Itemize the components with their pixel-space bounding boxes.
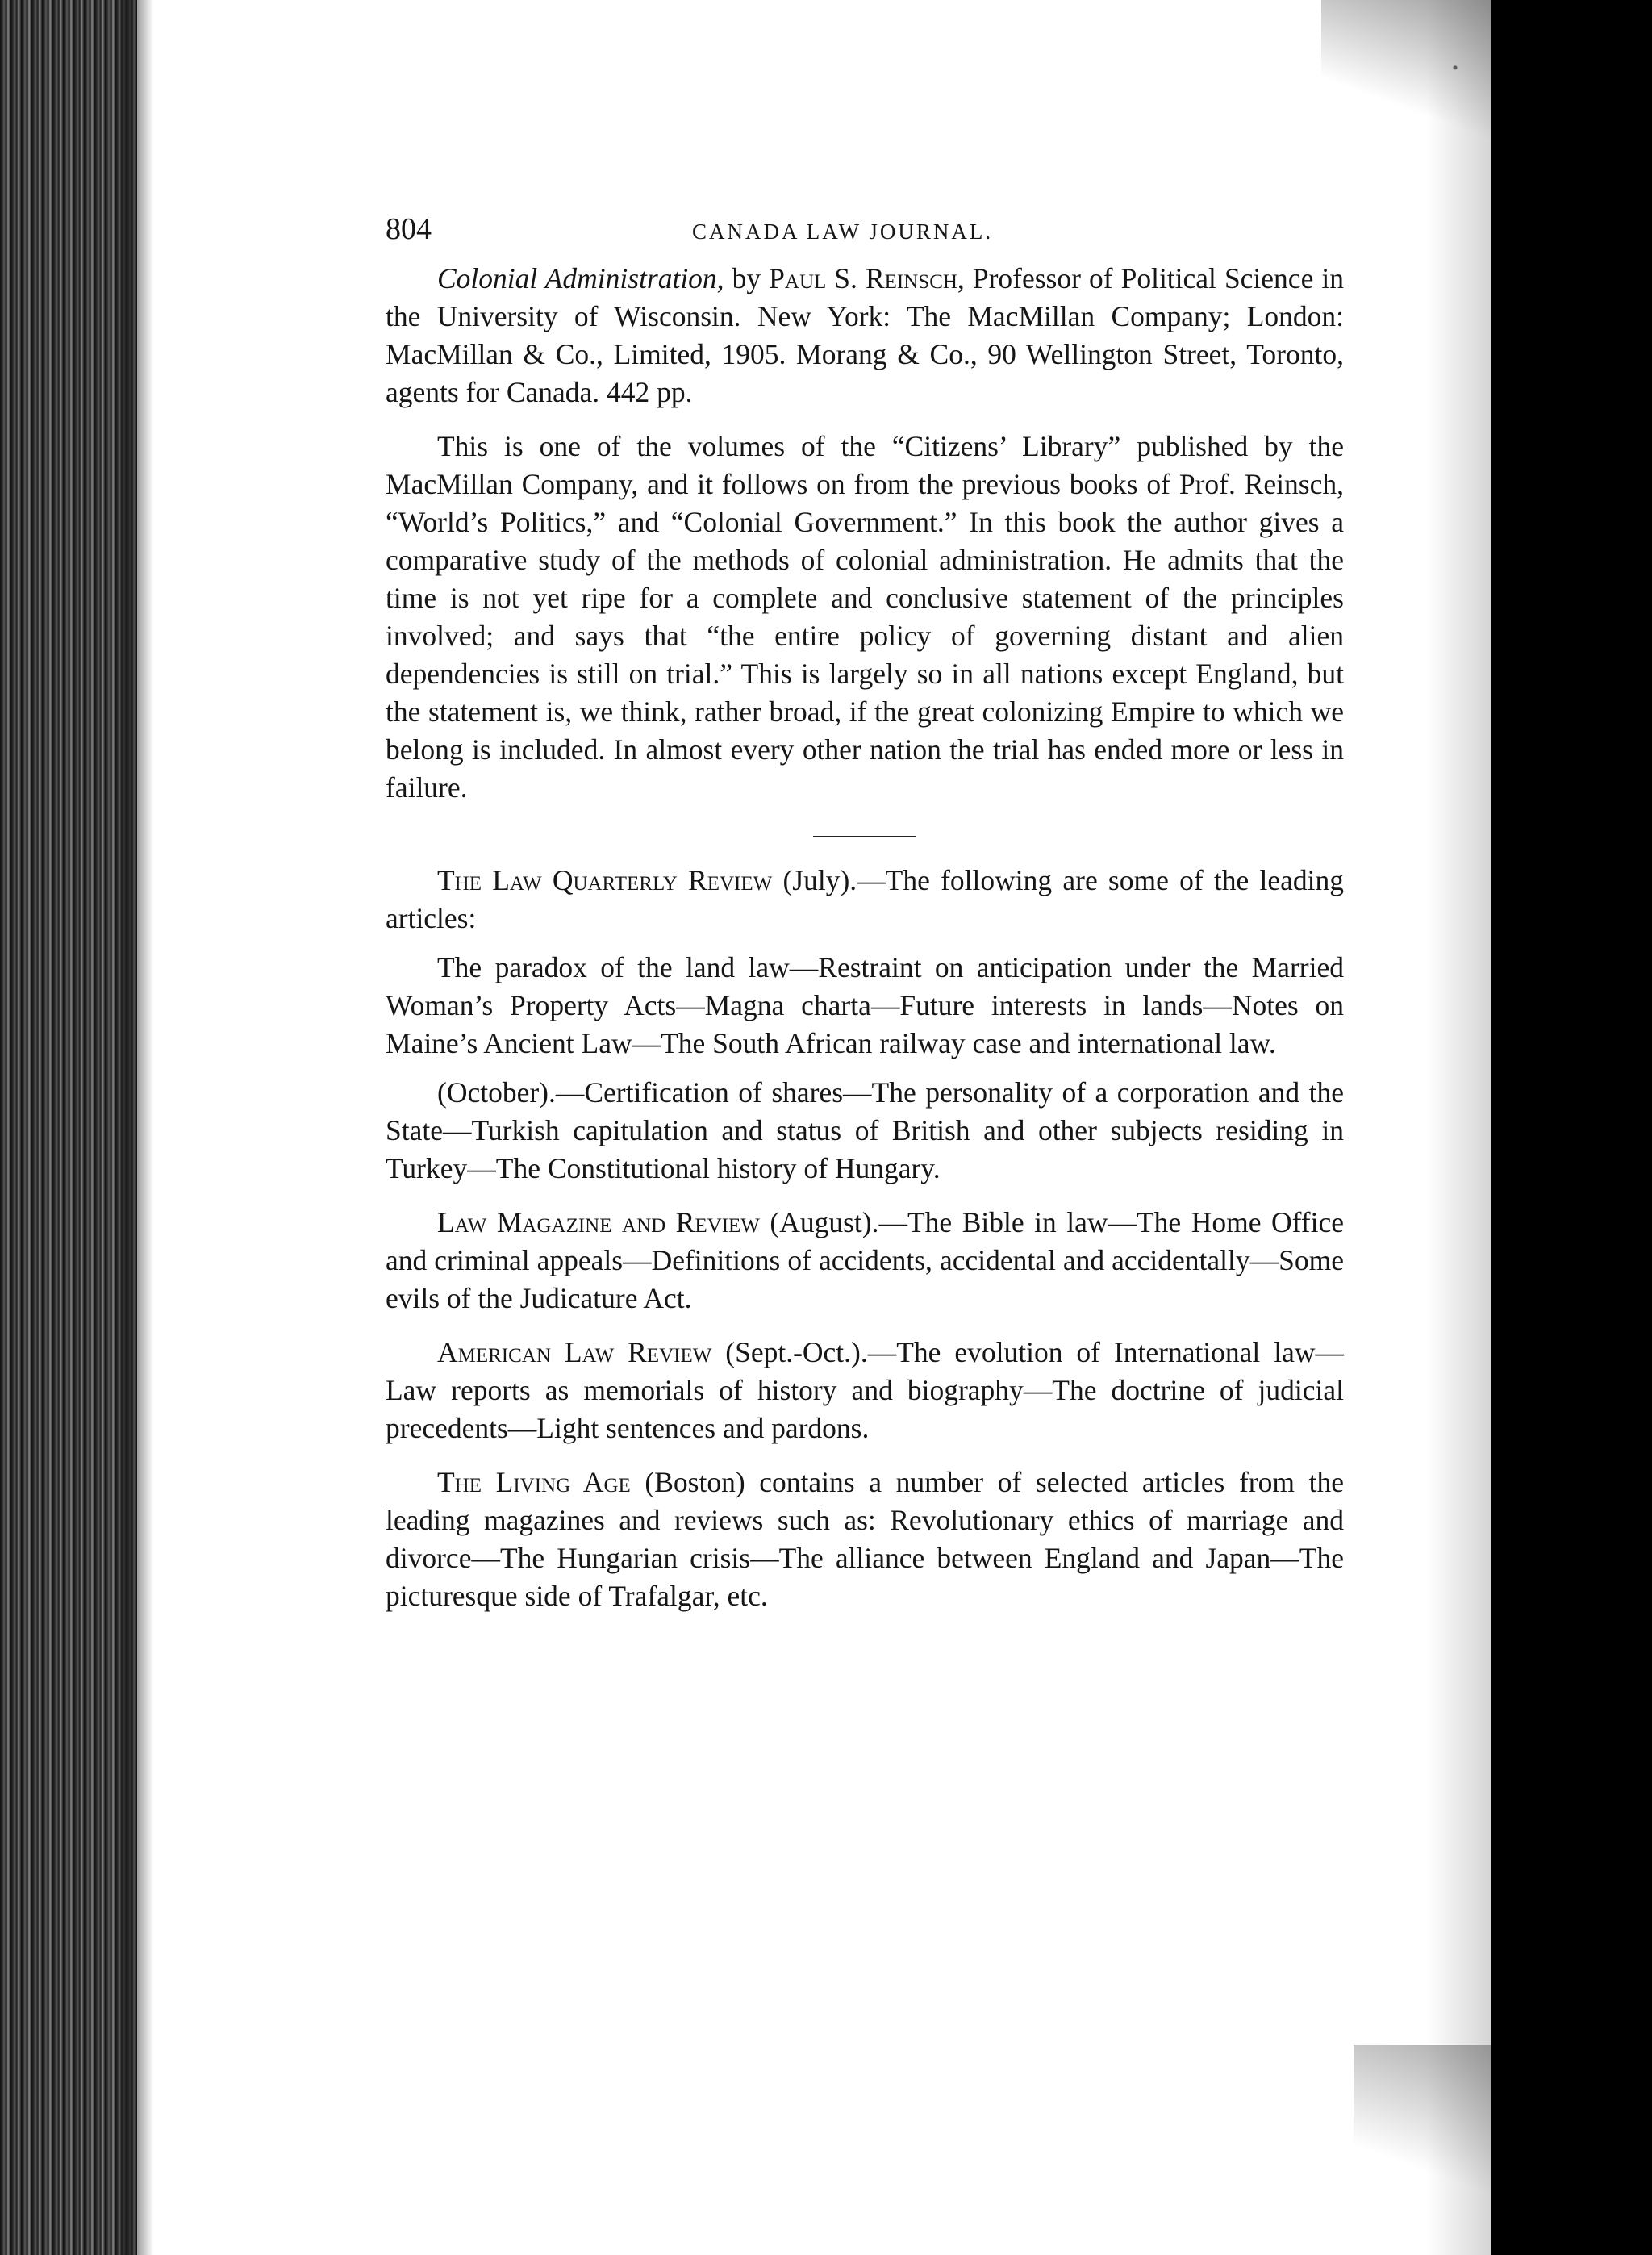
lqr-name: The Law Quarterly Review	[437, 864, 773, 896]
living-age-entry	[386, 1464, 1344, 1615]
book-citation	[386, 260, 1344, 411]
lqr-october-articles: (October).—Certification of shares—The personality of a corporation and the State—Turkish capitulation and status of British and other subjects residing in Turkey—The Constitutional history of Hungary.	[386, 1076, 1344, 1184]
lqr-intro	[386, 862, 1344, 937]
tla-name: The Living Age	[437, 1466, 631, 1498]
lmr-text: (August).—The Bible in law—The Home Office and criminal appeals—Definitions of accidents, accidental and accidentally—Some evils of the Judicature Act.	[386, 1206, 1344, 1314]
running-head	[386, 211, 1344, 260]
lqr-intro-text: (July).—The following are some of the leading articles:	[386, 864, 1345, 934]
lmr-name: Law Magazine and Review	[437, 1206, 760, 1238]
citation-by: by	[724, 262, 770, 294]
lqr-july-articles: The paradox of the land law—Restraint on anticipation under the Married Woman’s Property Acts—Magna charta—Future interests in lands—Notes on Maine’s Ancient Law—The South African railway case and international law.	[386, 951, 1344, 1059]
tla-text: (Boston) contains a number of selected articles from the leading magazines and reviews such as: Revolutionary ethics of marriage and divorce—The Hungarian crisis—The alliance between England and Japan—The picturesque side of Trafalgar, etc.	[386, 1466, 1344, 1612]
scan-left-shadow	[121, 0, 153, 2255]
american-law-review-entry	[386, 1334, 1344, 1447]
page-number: 804	[386, 212, 432, 246]
citation-details: Professor of Political Science in the University of Wisconsin. New York: The MacMillan Company; London: MacMillan & Co., Limited, 1905. Morang & Co., 90 Wellington Street, Toronto, agents for Canada. 442 pp.	[386, 262, 1344, 408]
journal-page	[386, 211, 1344, 1615]
section-divider	[813, 836, 916, 837]
scan-left-edge	[0, 0, 137, 2255]
alr-name: American Law Review	[437, 1336, 712, 1368]
alr-text: (Sept.-Oct.).—The evolution of International law—Law reports as memorials of history and biography—The doctrine of judicial precedents—Light sentences and pardons.	[386, 1336, 1344, 1444]
scan-right-edge	[1491, 0, 1652, 2255]
journal-title: CANADA LAW JOURNAL.	[692, 219, 994, 244]
review-body: This is one of the volumes of the “Citizens’ Library” published by the MacMillan Company, and it follows on from the previous books of Prof. Reinsch, “World’s Politics,” and “Colonial Government.” In this book the author gives a comparative study of the methods of colonial administration. He admits that the time is not yet ripe for a complete and conclusive statement of the principles involved; and says that “the entire policy of governing distant and alien dependencies is still on trial.” This is largely so in all nations except England, but the statement is, we think, rather broad, if the great colonizing Empire to which we belong is included. In almost every other nation the trial has ended more or less in failure.	[386, 430, 1344, 804]
book-title: Colonial Administration,	[437, 262, 724, 294]
book-author: Paul S. Reinsch,	[769, 262, 965, 294]
law-magazine-entry	[386, 1204, 1344, 1318]
